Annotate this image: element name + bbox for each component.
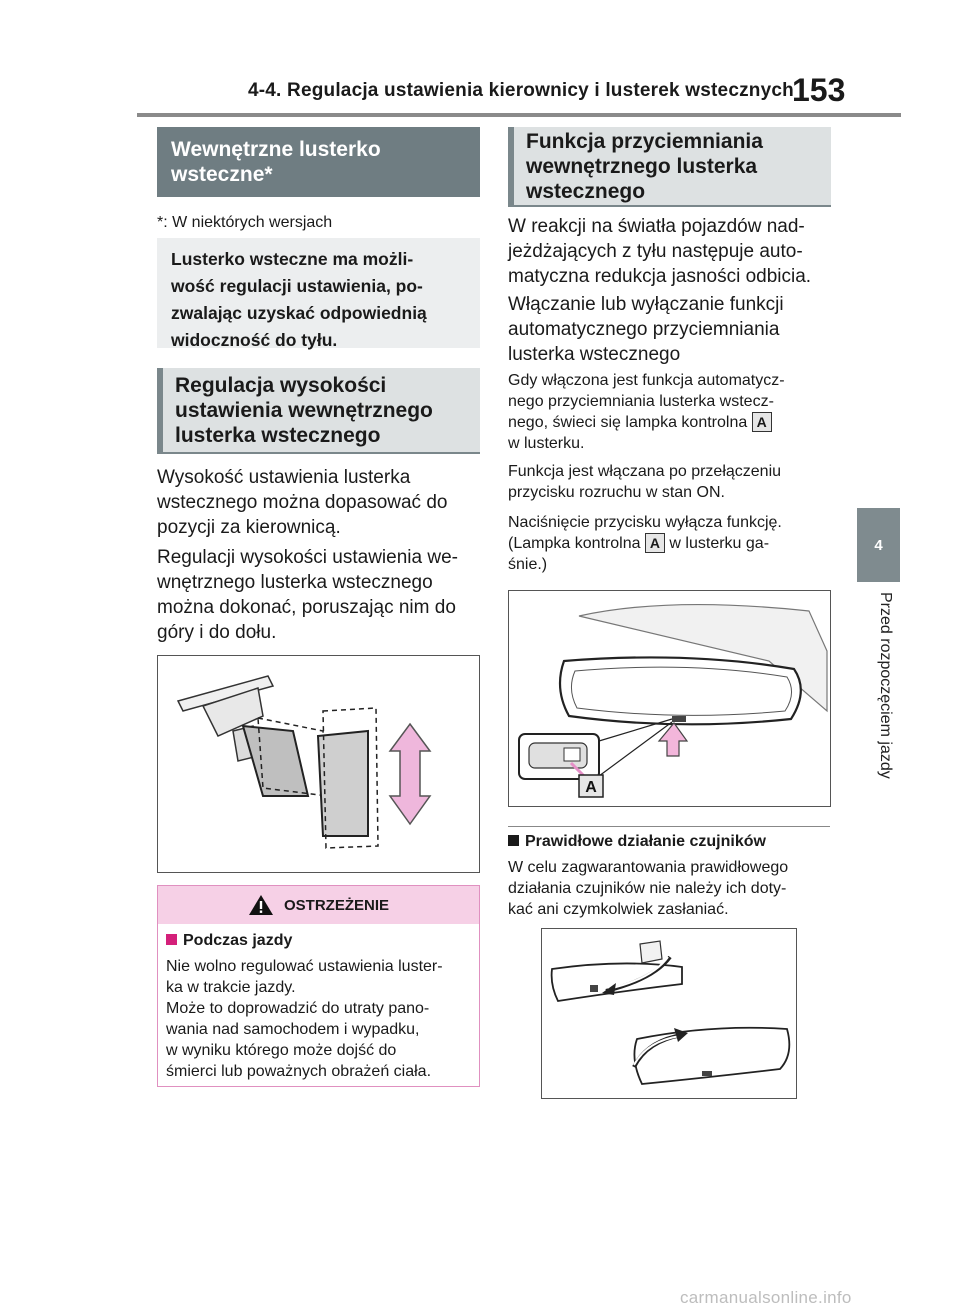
note-on: Funkcja jest włączana po przełączeniu przycisku rozruchu w stan ON. (508, 463, 782, 501)
mirror-height-illustration (158, 656, 478, 871)
indicator-a-badge: A (752, 412, 772, 432)
warning-icon (248, 894, 274, 916)
paragraph-dimming-2: Włączanie lub wyłączanie funkcji automatycznego przyciemniania lusterka wstecznego (508, 294, 784, 365)
note-indicator (508, 370, 838, 454)
chapter-label: Przed rozpoczęciem jazdy (877, 592, 894, 779)
figure-dimming-mirror (508, 590, 831, 807)
footer-watermark: carmanualsonline.info (680, 1288, 852, 1307)
note-indicator-text: Gdy włączona jest funkcja automatycz- nego przyciemniania lusterka wstecz- nego, świeci się lampka kontrolna (508, 372, 785, 431)
footnote: *: W niektórych wersjach (157, 214, 333, 231)
paragraph-dimming-1: W reakcji na światła pojazdów nad- jeżdżających z tyłu następuje auto- matyczna redukcja jasności odbicia. (508, 216, 812, 287)
intro-box: Lusterko wsteczne ma możli- wość regulacji ustawienia, po- zwalając uzyskać odpowiednią widoczność do tyłu. (157, 238, 480, 348)
sensor-heading-row (508, 833, 766, 851)
header-title: 4-4. Regulacja ustawienia kierownicy i lusterek wstecznych (248, 80, 794, 101)
section-title-mirror: Wewnętrzne lusterko wsteczne* (157, 127, 480, 197)
chapter-tab (857, 508, 900, 582)
warning-subheading-row (166, 930, 471, 952)
subsection-rule (508, 826, 830, 827)
warning-subheading: Podczas jazdy (183, 932, 293, 949)
figure-mirror-height (157, 655, 480, 873)
note-off-line2a: (Lampka kontrolna (508, 535, 641, 552)
chapter-number: 4 (874, 536, 883, 554)
section-title-dimming: Funkcja przyciemniania wewnętrznego lusterka wstecznego (508, 127, 831, 207)
warning-header (158, 886, 479, 924)
note-off-line3: śnie.) (508, 556, 548, 573)
sensor-illustration (542, 929, 795, 1097)
warning-bullet-icon (166, 934, 177, 945)
page-number: 153 (792, 72, 846, 108)
header-rule (137, 113, 901, 117)
indicator-a-badge-2: A (645, 533, 665, 553)
note-off-line1: Naciśnięcie przycisku wyłącza funkcję. (508, 514, 782, 531)
warning-text: Nie wolno regulować ustawienia luster- ka w trakcie jazdy. Może to doprowadzić do utraty pano- wania nad samochodem i wypadku, w wyniku którego może dojść do śmierci lub poważnych obrażeń ciała. (166, 958, 443, 1080)
note-off-line2b: w lusterku ga- (669, 535, 770, 552)
dimming-mirror-illustration (509, 591, 829, 805)
paragraph-height-1: Wysokość ustawienia lusterka wstecznego można dopasować do pozycji za kierownicą. (157, 467, 448, 538)
warning-heading: OSTRZEŻENIE (283, 896, 389, 914)
subsection-title-height: Regulacja wysokości ustawienia wewnętrznego lusterka wstecznego (157, 368, 480, 454)
note-indicator-end: w lusterku. (508, 435, 585, 452)
callout-a-label: A (585, 779, 597, 796)
up-down-arrow (390, 724, 430, 824)
sensor-heading: Prawidłowe działanie czujników (525, 833, 766, 850)
note-off (508, 512, 838, 575)
figure-sensors (541, 928, 797, 1099)
warning-box (157, 885, 480, 1087)
sensor-bullet-icon (508, 835, 519, 846)
paragraph-height-2: Regulacji wysokości ustawienia we- wnętrznego lusterka wstecznego można dokonać, poruszając nim do góry i do dołu. (157, 547, 458, 643)
sensor-text: W celu zagwarantowania prawidłowego działania czujników nie należy ich doty- kać ani czymkolwiek zasłaniać. (508, 859, 789, 918)
